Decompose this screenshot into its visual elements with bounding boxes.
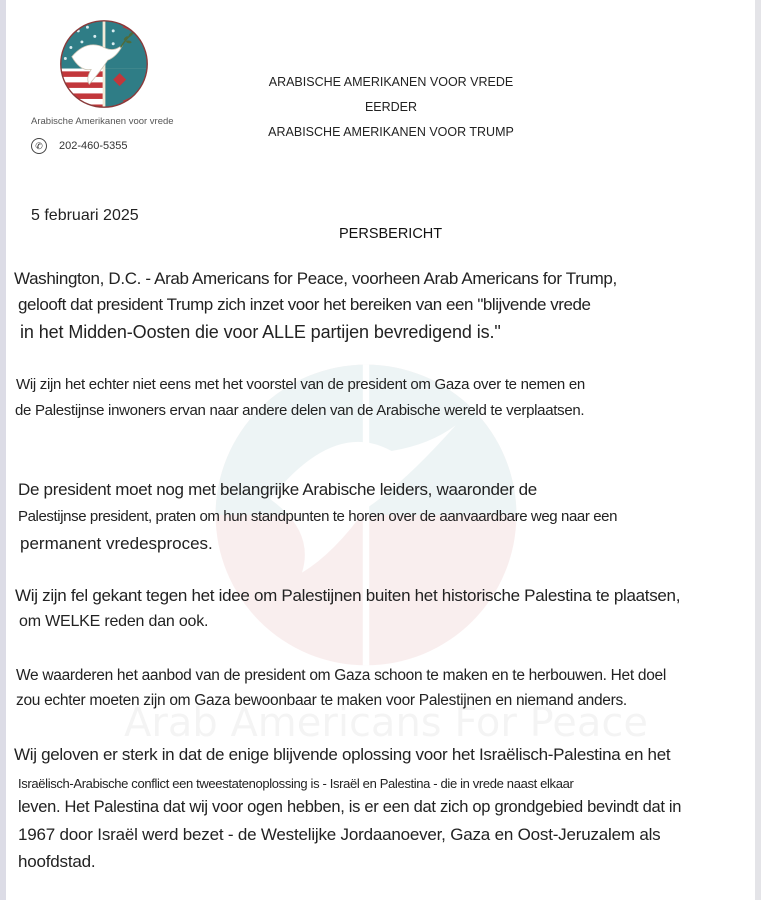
- paragraph-line: Wij zijn fel gekant tegen het idee om Palestijnen buiten het historische Palestina te plaatsen,: [15, 586, 681, 605]
- paragraph-line: leven. Het Palestina dat wij voor ogen hebben, is er een dat zich op grondgebied bevindt dat in: [18, 798, 682, 816]
- release-date: 5 februari 2025: [31, 207, 139, 224]
- organization-caption: Arabische Amerikanen voor vrede: [31, 116, 174, 127]
- paragraph-line: om WELKE reden dan ook.: [19, 613, 209, 630]
- document-type: PERSBERICHT: [339, 226, 443, 242]
- paragraph-line: We waarderen het aanbod van de president om Gaza schoon te maken en te herbouwen. Het doel: [16, 667, 666, 684]
- organization-header: [246, 73, 536, 148]
- paragraph-line: in het Midden-Oosten die voor ALLE partijen bevredigend is.": [20, 322, 501, 342]
- paragraph-line: Wij geloven er sterk in dat de enige blijvende oplossing voor het Israëlisch-Palestina en het: [14, 745, 671, 764]
- paragraph-line: Washington, D.C. - Arab Americans for Peace, voorheen Arab Americans for Trump,: [14, 269, 617, 288]
- page-edge-right: [755, 0, 761, 900]
- phone-icon: ✆: [31, 138, 47, 154]
- paragraph-line: gelooft dat president Trump zich inzet voor het bereiken van een "blijvende vrede: [18, 295, 591, 314]
- header-line-formerly: EERDER: [364, 100, 418, 114]
- paragraph-line: zou echter moeten zijn om Gaza bewoonbaar te maken voor Palestijnen en niemand anders.: [16, 692, 627, 709]
- paragraph-line: Palestijnse president, praten om hun standpunten te horen over de aanvaardbare weg naar een: [18, 508, 618, 525]
- paragraph-line: hoofdstad.: [18, 852, 96, 871]
- phone-contact: [31, 138, 128, 154]
- paragraph-line: De president moet nog met belangrijke Arabische leiders, waaronder de: [18, 480, 537, 499]
- paragraph-line: Wij zijn het echter niet eens met het voorstel van de president om Gaza over te nemen en: [16, 376, 585, 393]
- header-line-former-name: ARABISCHE AMERIKANEN VOOR TRUMP: [268, 125, 514, 139]
- organization-logo: [58, 18, 150, 110]
- paragraph-line: 1967 door Israël werd bezet - de Westelijke Jordaanoever, Gaza en Oost-Jeruzalem als: [18, 825, 661, 844]
- phone-number: 202-460-5355: [59, 140, 128, 152]
- paragraph-line: permanent vredesproces.: [20, 534, 213, 553]
- paragraph-line: Israëlisch-Arabische conflict een tweestatenoplossing is - Israël en Palestina - die in vrede naast elkaar: [18, 776, 574, 791]
- header-line-current-name: ARABISCHE AMERIKANEN VOOR VREDE: [268, 75, 514, 89]
- paragraph-line: de Palestijnse inwoners ervan naar andere delen van de Arabische wereld te verplaatsen.: [15, 402, 585, 419]
- press-release-page: [6, 0, 755, 900]
